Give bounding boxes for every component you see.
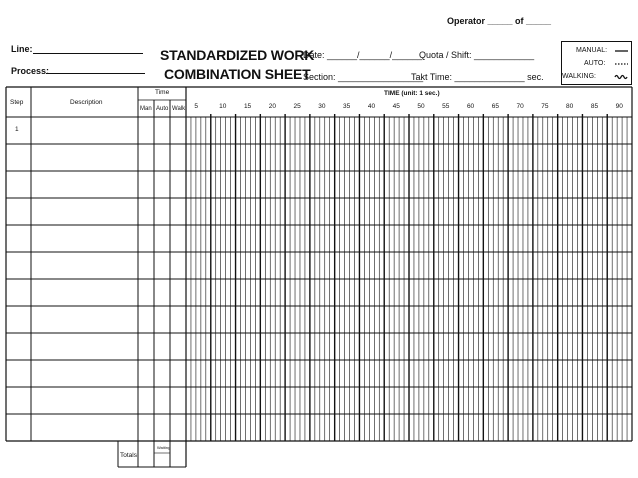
waiting-label: Waiting [157, 445, 171, 450]
time-tick-label: 45 [392, 103, 400, 110]
sheet-title-line2: COMBINATION SHEET [164, 66, 311, 82]
section-field[interactable]: Section: _________________ [303, 72, 424, 82]
time-tick-label: 65 [491, 103, 499, 110]
time-tick-label: 15 [243, 103, 252, 110]
col-description-header: Description [70, 99, 103, 106]
col-man-header: Man [140, 106, 152, 112]
takt-time-field[interactable]: Takt Time: ______________ sec. [411, 72, 544, 82]
time-tick-label: 25 [293, 103, 301, 110]
legend-walking-label: WALKING: [562, 73, 596, 80]
col-auto-header: Auto [156, 106, 169, 112]
time-tick-label: 75 [541, 103, 549, 110]
time-tick-label: 60 [466, 103, 475, 110]
date-field[interactable]: Date: ______/______/______ [303, 50, 423, 60]
process-label: Process: [11, 66, 50, 76]
operator-label: Operator _____ of _____ [447, 16, 552, 26]
col-walk-header: Walk [172, 106, 186, 112]
time-unit-header: TIME (unit: 1 sec.) [384, 90, 440, 97]
time-tick-label: 40 [367, 103, 376, 110]
time-tick-label: 80 [566, 103, 574, 110]
col-time-header: Time [155, 89, 170, 96]
totals-label: Totals [120, 452, 137, 459]
sheet-title-line1: STANDARDIZED WORK [160, 47, 315, 63]
line-label: Line: [11, 44, 33, 54]
col-step-header: Step [10, 99, 24, 106]
time-tick-label: 20 [268, 103, 276, 110]
time-tick-label: 50 [417, 103, 425, 110]
time-tick-label: 55 [442, 103, 450, 110]
time-tick-label: 85 [590, 103, 599, 110]
time-tick-label: 10 [219, 103, 227, 110]
legend-auto-label: AUTO: [584, 60, 606, 67]
legend-manual-label: MANUAL: [576, 47, 608, 54]
time-tick-label: 5 [194, 103, 198, 110]
quota-field[interactable]: Quota / Shift: ____________ [419, 50, 535, 60]
step-number-1: 1 [15, 126, 19, 133]
time-tick-label: 90 [615, 103, 623, 110]
time-tick-label: 30 [318, 103, 326, 110]
time-tick-label: 35 [343, 103, 351, 110]
time-tick-label: 70 [516, 103, 524, 110]
